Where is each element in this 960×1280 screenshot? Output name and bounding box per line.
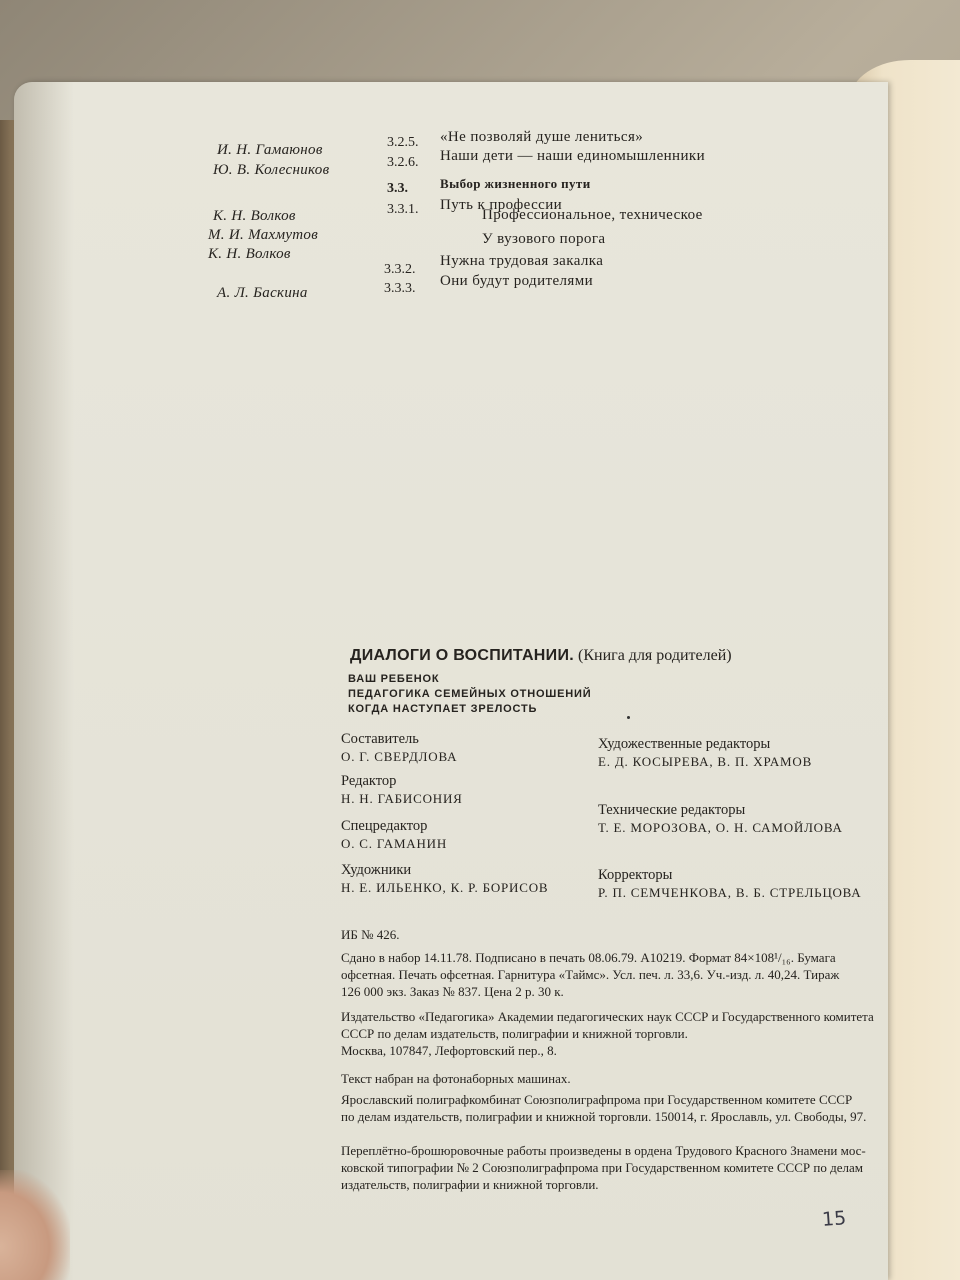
toc-subtitle: У вузового порога (482, 231, 606, 247)
toc-author: К. Н. Волков (208, 246, 291, 262)
toc-author: А. Л. Баскина (217, 285, 308, 301)
book-subtitles (348, 672, 591, 717)
toc-author: К. Н. Волков (213, 208, 296, 224)
credit-compiler (341, 730, 457, 766)
print-details (341, 949, 839, 1000)
toc-title: Путь к профессии (440, 197, 563, 213)
page-gutter-shadow (14, 82, 74, 1280)
toc-number: 3.3.3. (384, 281, 416, 296)
text-line: офсетная. Печать офсетная. Гарнитура «Таймс». Усл. печ. л. 33,6. Уч.-изд. л. 40,24. Тираж (341, 967, 840, 982)
credit-label: Составитель (341, 731, 419, 747)
print-speck (627, 716, 630, 719)
toc-title: Нужна трудовая закалка (440, 253, 604, 269)
book-title-main: ДИАЛОГИ О ВОСПИТАНИИ. (350, 647, 575, 664)
credit-label: Спецредактор (341, 818, 428, 834)
toc-number: 3.2.6. (387, 155, 419, 170)
subtitle-line: ПЕДАГОГИКА СЕМЕЙНЫХ ОТНОШЕНИЙ (348, 688, 592, 700)
credit-label: Корректоры (598, 867, 673, 883)
subtitle-line: ВАШ РЕБЕНОК (348, 673, 440, 685)
hand-holding-book (0, 1170, 70, 1280)
toc-number: 3.3.1. (387, 202, 419, 217)
toc-number: 3.2.5. (387, 135, 419, 150)
toc-title: Они будут родителями (440, 273, 594, 289)
text-line: 126 000 экз. Заказ № 837. Цена 2 р. 30 к. (341, 984, 564, 999)
book-title-note: (Книга для родителей) (578, 647, 732, 664)
printer-info (341, 1091, 866, 1125)
toc-title: Наши дети — наши единомышленники (440, 148, 706, 164)
credit-names: Н. Е. ИЛЬЕНКО, К. Р. БОРИСОВ (341, 880, 549, 895)
text-line: Сдано в набор 14.11.78. Подписано в печать 08.06.79. А10219. Формат 84×108¹/₁₆. Бумага (341, 950, 836, 965)
text-line: Москва, 107847, Лефортовский пер., 8. (341, 1043, 557, 1058)
text-line: СССР по делам издательств, полиграфии и книжной торговли. (341, 1026, 688, 1041)
publisher-info (341, 1008, 874, 1059)
credit-art-editors (598, 735, 812, 771)
toc-author: Ю. В. Колесников (213, 162, 330, 178)
credit-names: Н. Н. ГАБИСОНИЯ (341, 791, 463, 806)
credit-tech-editors (598, 801, 843, 837)
text-line: Переплётно-брошюровочные работы произведены в ордена Трудового Красного Знамени мос- (341, 1143, 866, 1158)
handwritten-page-number: 15 (821, 1207, 847, 1231)
credit-names: О. Г. СВЕРДЛОВА (341, 749, 458, 764)
credit-label: Художники (341, 862, 412, 878)
text-line: издательств, полиграфии и книжной торговли. (341, 1177, 599, 1192)
credit-editor (341, 772, 463, 808)
credit-names: О. С. ГАМАНИН (341, 836, 448, 851)
toc-section-title: Выбор жизненного пути (440, 176, 591, 191)
toc-number: 3.3.2. (384, 262, 416, 277)
text-line: по делам издательств, полиграфии и книжной торговли. 150014, г. Ярославль, ул. Свободы, 97. (341, 1109, 867, 1124)
credit-proofreaders (598, 866, 862, 902)
toc-subtitle: Профессиональное, техническое (482, 207, 703, 223)
typeset-note: Текст набран на фотонаборных машинах. (341, 1071, 571, 1086)
credit-artists (341, 861, 548, 897)
credit-label: Художественные редакторы (598, 736, 771, 752)
credit-label: Технические редакторы (598, 802, 746, 818)
text-line: Издательство «Педагогика» Академии педагогических наук СССР и Государственного комитета (341, 1009, 874, 1024)
toc-author: М. И. Махмутов (208, 227, 319, 243)
credit-names: Е. Д. КОСЫРЕВА, В. П. ХРАМОВ (598, 754, 813, 769)
toc-title: «Не позволяй душе лениться» (440, 129, 644, 145)
binding-info (341, 1142, 866, 1193)
text-line: ковской типографии № 2 Союзполиграфпрома при Государственном комитете СССР по делам (341, 1160, 863, 1175)
toc-author: И. Н. Гамаюнов (217, 142, 323, 158)
credit-special-editor (341, 817, 447, 853)
text-line: Ярославский полиграфкомбинат Союзполиграфпрома при Государственном комитете СССР (341, 1092, 853, 1107)
toc-section-number: 3.3. (387, 181, 408, 196)
credit-label: Редактор (341, 773, 397, 789)
credit-names: Р. П. СЕМЧЕНКОВА, В. Б. СТРЕЛЬЦОВА (598, 885, 862, 900)
book-title (350, 647, 732, 665)
subtitle-line: КОГДА НАСТУПАЕТ ЗРЕЛОСТЬ (348, 703, 538, 715)
ib-number: ИБ № 426. (341, 927, 400, 942)
credit-names: Т. Е. МОРОЗОВА, О. Н. САМОЙЛОВА (598, 820, 843, 835)
